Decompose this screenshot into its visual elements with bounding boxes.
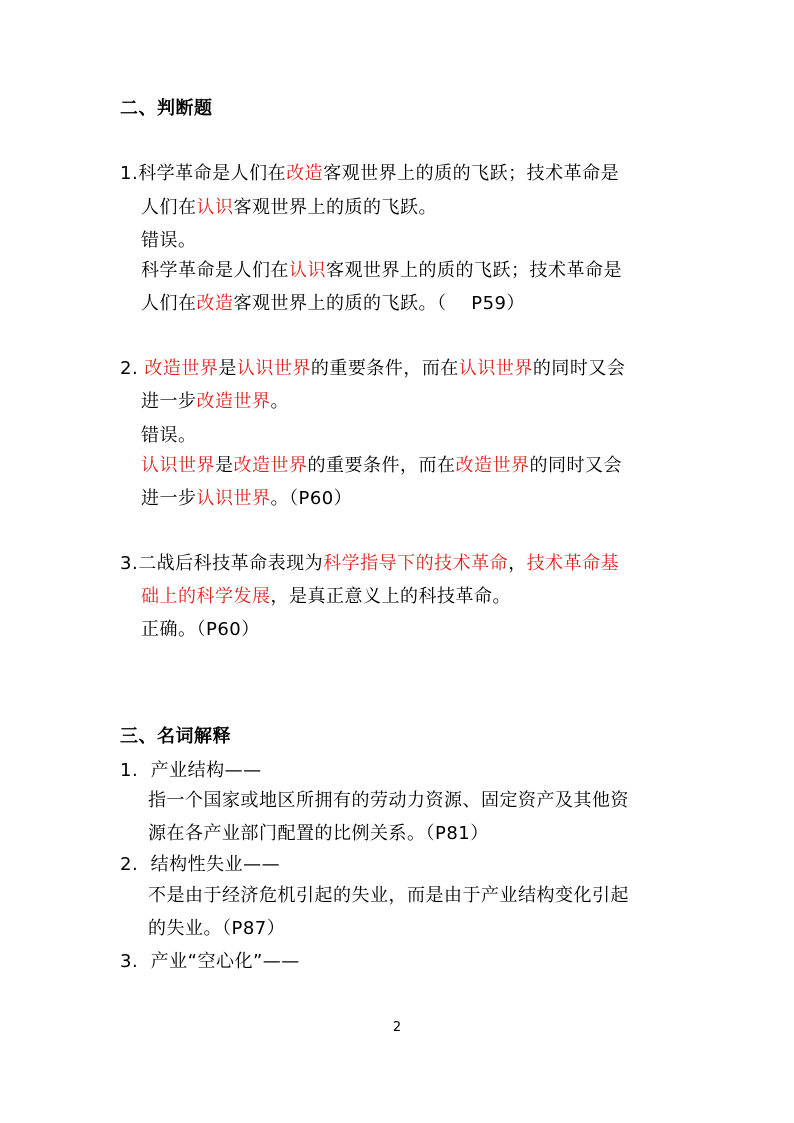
- highlight-text: 技术革命基: [526, 553, 620, 574]
- term1-definition-line1: 指一个国家或地区所拥有的劳动力资源、固定资产及其他资: [148, 790, 629, 811]
- section-heading-judgement: 二、判断题: [120, 98, 213, 119]
- q2-number: 2.: [120, 358, 139, 379]
- highlight-text: 认识世界: [236, 358, 311, 379]
- q1-verdict: 错误。: [141, 230, 197, 251]
- highlight-text: 改造世界: [233, 455, 308, 476]
- q1-correction-line2: 人们在改造客观世界上的质的飞跃。（ P59）: [141, 293, 525, 314]
- q3-statement-line1: 3.二战后科技革命表现为科学指导下的技术革命，技术革命基: [120, 553, 620, 574]
- highlight-text: 认识: [196, 197, 234, 218]
- q1-statement-line1: 1.科学革命是人们在改造客观世界上的质的飞跃；技术革命是: [120, 163, 620, 184]
- highlight-text: 改造: [196, 293, 234, 314]
- highlight-text: 改造世界: [196, 391, 271, 412]
- q2-correction-line2: 进一步认识世界。（P60）: [141, 488, 353, 509]
- highlight-text: 科学指导下的技术革命: [323, 553, 509, 574]
- highlight-text: 认识世界: [141, 455, 215, 476]
- q3-statement-line2: 础上的科学发展，是真正意义上的科技革命。: [141, 586, 511, 607]
- section-heading-terms: 三、名词解释: [120, 726, 231, 747]
- term2-definition-line1: 不是由于经济危机引起的失业，而是由于产业结构变化引起: [148, 885, 629, 906]
- q3-verdict: 正确。（P60）: [141, 619, 260, 640]
- term3-number: 3.: [120, 951, 139, 972]
- q2-statement-line2: 进一步改造世界。: [141, 391, 289, 412]
- q1-statement-line2: 人们在认识客观世界上的质的飞跃。: [141, 197, 437, 218]
- q3-number: 3.: [120, 553, 139, 574]
- highlight-text: 改造: [286, 163, 324, 184]
- q2-statement-line1: 2. 改造世界是认识世界的重要条件，而在认识世界的同时又会: [120, 358, 626, 379]
- term3-title: 3. 产业“空心化”——: [120, 951, 300, 972]
- q1-correction-line1: 科学革命是人们在认识客观世界上的质的飞跃；技术革命是: [141, 260, 622, 281]
- q1-number: 1.: [120, 163, 139, 184]
- highlight-text: 础上的科学发展: [141, 586, 271, 607]
- term1-definition-line2: 源在各产业部门配置的比例关系。（P81）: [148, 823, 489, 844]
- q2-verdict: 错误。: [141, 425, 197, 446]
- q2-correction-line1: 认识世界是改造世界的重要条件，而在改造世界的同时又会: [141, 455, 622, 476]
- highlight-text: 认识: [289, 260, 326, 281]
- highlight-text: 认识世界: [458, 358, 533, 379]
- highlight-text: 改造世界: [144, 358, 219, 379]
- highlight-text: 认识世界: [196, 488, 271, 509]
- term1-title: 1. 产业结构——: [120, 760, 262, 781]
- term2-number: 2.: [120, 854, 139, 875]
- term2-definition-line2: 的失业。（P87）: [148, 918, 286, 939]
- term1-number: 1.: [120, 760, 139, 781]
- term2-title: 2. 结构性失业——: [120, 854, 281, 875]
- highlight-text: 改造世界: [455, 455, 530, 476]
- page-number: 2: [392, 1020, 402, 1035]
